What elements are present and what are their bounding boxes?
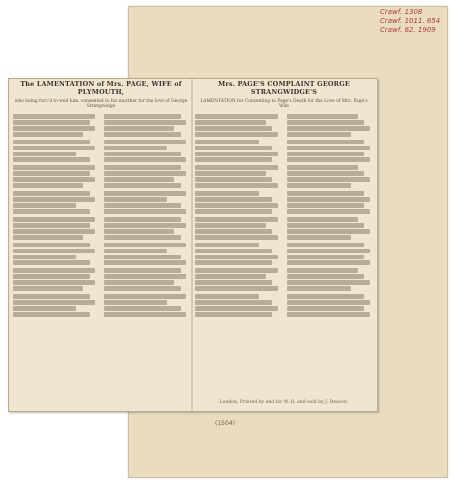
text-line xyxy=(287,209,370,214)
text-line xyxy=(195,183,278,188)
text-line xyxy=(195,223,266,228)
text-line xyxy=(13,260,90,265)
text-line xyxy=(287,268,358,273)
stanza xyxy=(195,191,281,214)
text-line xyxy=(195,229,272,234)
stanza xyxy=(287,165,373,188)
stanza xyxy=(104,217,189,240)
text-line xyxy=(195,114,278,119)
text-line xyxy=(195,209,272,214)
text-line xyxy=(104,249,167,254)
stanza xyxy=(13,140,98,163)
text-line xyxy=(13,249,95,254)
stanza xyxy=(287,268,373,291)
text-line xyxy=(104,183,181,188)
text-line xyxy=(104,255,181,260)
text-line xyxy=(287,294,364,299)
fold-line xyxy=(191,79,193,411)
text-line xyxy=(104,191,186,196)
text-line xyxy=(287,165,358,170)
text-line xyxy=(13,114,95,119)
text-line xyxy=(13,152,76,157)
text-line xyxy=(13,255,76,260)
text-line xyxy=(287,114,358,119)
text-line xyxy=(104,300,167,305)
stanza xyxy=(287,191,373,214)
text-line xyxy=(13,286,83,291)
imprint: London, Printed by and for W. O. and sold by J. Deacon. xyxy=(219,400,349,405)
text-line xyxy=(195,177,272,182)
text-line xyxy=(195,249,272,254)
text-line xyxy=(13,126,95,131)
text-line xyxy=(104,171,186,176)
text-line xyxy=(287,217,358,222)
text-line xyxy=(287,191,364,196)
text-line xyxy=(104,229,174,234)
text-line xyxy=(104,146,167,151)
text-line xyxy=(13,280,95,285)
text-line xyxy=(13,140,90,145)
text-line xyxy=(195,306,278,311)
text-line xyxy=(195,294,259,299)
text-line xyxy=(287,132,351,137)
stanza xyxy=(104,114,189,137)
stanza xyxy=(195,217,281,240)
text-line xyxy=(104,286,181,291)
stanza xyxy=(195,140,281,163)
page-caption: (1504) xyxy=(215,420,235,427)
stanza xyxy=(104,294,189,317)
broadside-sheet xyxy=(8,78,378,412)
text-line xyxy=(104,235,181,240)
text-line xyxy=(13,165,95,170)
text-line xyxy=(104,177,174,182)
text-line xyxy=(287,280,370,285)
text-line xyxy=(13,235,83,240)
stanza xyxy=(195,114,281,137)
text-line xyxy=(13,294,90,299)
text-line xyxy=(195,274,266,279)
catalog-note-3: Crawf. 62. 1909 xyxy=(380,26,436,34)
text-line xyxy=(104,140,186,145)
text-line xyxy=(13,203,76,208)
text-line xyxy=(104,260,186,265)
text-line xyxy=(287,229,370,234)
text-line xyxy=(13,183,83,188)
stanza xyxy=(104,268,189,291)
text-line xyxy=(287,197,370,202)
text-line xyxy=(195,300,272,305)
text-line xyxy=(287,286,351,291)
stanza xyxy=(195,294,281,317)
text-line xyxy=(104,157,186,162)
text-line xyxy=(104,114,181,119)
text-line xyxy=(287,255,364,260)
text-line xyxy=(13,132,83,137)
left-ballad-subtitle: who being forc'd to wed him, consented to his murther for the love of George Strangwidge xyxy=(14,99,188,110)
right-ballad-title: Mrs. PAGE'S COMPLAINT GEORGE STRANGWIDGE'S xyxy=(218,81,350,96)
right-ballad-subtitle: LAMENTATION for Consenting to Page's Death for the Love of Mrs. Page's Wife xyxy=(200,99,368,110)
text-line xyxy=(195,235,278,240)
stanza xyxy=(195,243,281,266)
text-line xyxy=(195,152,278,157)
text-line xyxy=(195,171,266,176)
text-line xyxy=(104,152,181,157)
text-line xyxy=(287,203,364,208)
text-line xyxy=(287,152,364,157)
text-line xyxy=(13,229,95,234)
catalog-note-2: Crawf. 1011. 654 xyxy=(380,17,441,25)
text-line xyxy=(104,203,181,208)
text-line xyxy=(195,280,272,285)
stanza xyxy=(104,140,189,163)
left-ballad xyxy=(13,81,189,407)
text-line xyxy=(195,132,278,137)
text-line xyxy=(195,197,272,202)
text-line xyxy=(104,306,181,311)
text-line xyxy=(13,177,95,182)
text-line xyxy=(287,140,364,145)
stanza xyxy=(13,243,98,266)
text-line xyxy=(104,132,181,137)
stanza xyxy=(13,294,98,317)
right-text-column-a xyxy=(195,113,281,320)
right-ballad-text xyxy=(195,113,373,320)
text-line xyxy=(287,243,364,248)
text-line xyxy=(104,217,181,222)
text-line xyxy=(104,280,174,285)
text-line xyxy=(195,157,272,162)
text-line xyxy=(195,146,272,151)
text-line xyxy=(287,249,370,254)
text-line xyxy=(13,217,95,222)
text-line xyxy=(287,177,370,182)
text-line xyxy=(287,223,364,228)
text-line xyxy=(13,157,90,162)
left-ballad-text xyxy=(13,113,189,320)
catalog-note-1: Crawf. 1308 xyxy=(380,8,423,16)
stanza xyxy=(195,165,281,188)
stanza xyxy=(13,268,98,291)
text-line xyxy=(287,312,370,317)
text-line xyxy=(195,260,272,265)
text-line xyxy=(195,140,259,145)
text-line xyxy=(287,260,370,265)
text-line xyxy=(104,209,186,214)
stanza xyxy=(13,114,98,137)
stanza xyxy=(13,217,98,240)
text-line xyxy=(195,312,272,317)
text-line xyxy=(13,312,90,317)
text-line xyxy=(287,306,364,311)
text-line xyxy=(287,235,351,240)
stanza xyxy=(287,243,373,266)
left-text-column-a xyxy=(13,113,98,320)
text-line xyxy=(13,274,90,279)
text-line xyxy=(287,171,364,176)
text-line xyxy=(104,120,186,125)
text-line xyxy=(13,197,95,202)
stanza xyxy=(287,140,373,163)
stanza xyxy=(195,268,281,291)
text-line xyxy=(287,183,351,188)
text-line xyxy=(195,120,266,125)
text-line xyxy=(287,120,364,125)
stanza xyxy=(13,165,98,188)
stanza xyxy=(287,114,373,137)
text-line xyxy=(195,203,278,208)
stanza xyxy=(104,243,189,266)
text-line xyxy=(195,268,278,273)
text-line xyxy=(13,171,90,176)
text-line xyxy=(104,294,186,299)
text-line xyxy=(104,223,186,228)
text-line xyxy=(195,243,259,248)
text-line xyxy=(287,300,370,305)
text-line xyxy=(195,255,278,260)
text-line xyxy=(195,126,272,131)
text-line xyxy=(13,306,76,311)
stanza xyxy=(287,217,373,240)
text-line xyxy=(13,120,90,125)
text-line xyxy=(195,286,278,291)
stanza xyxy=(104,165,189,188)
text-line xyxy=(13,243,90,248)
stanza xyxy=(13,191,98,214)
text-line xyxy=(195,217,278,222)
text-line xyxy=(13,191,90,196)
text-line xyxy=(287,146,370,151)
text-line xyxy=(13,209,90,214)
text-line xyxy=(13,300,95,305)
stanza xyxy=(104,191,189,214)
text-line xyxy=(195,165,278,170)
text-line xyxy=(195,191,259,196)
text-line xyxy=(104,197,167,202)
text-line xyxy=(104,243,186,248)
text-line xyxy=(287,157,370,162)
text-line xyxy=(104,165,181,170)
text-line xyxy=(104,126,174,131)
text-line xyxy=(104,312,186,317)
text-line xyxy=(287,274,364,279)
text-line xyxy=(104,274,186,279)
left-ballad-title: The LAMENTATION of Mrs. PAGE, WIFE of PLYMOUTH, xyxy=(20,81,182,96)
stanza xyxy=(287,294,373,317)
text-line xyxy=(13,223,90,228)
text-line xyxy=(287,126,370,131)
text-line xyxy=(13,268,95,273)
text-line xyxy=(104,268,181,273)
right-ballad xyxy=(195,81,373,407)
right-text-column-b xyxy=(287,113,373,320)
text-line xyxy=(13,146,95,151)
left-text-column-b xyxy=(104,113,189,320)
catalog-annotations xyxy=(380,8,450,35)
